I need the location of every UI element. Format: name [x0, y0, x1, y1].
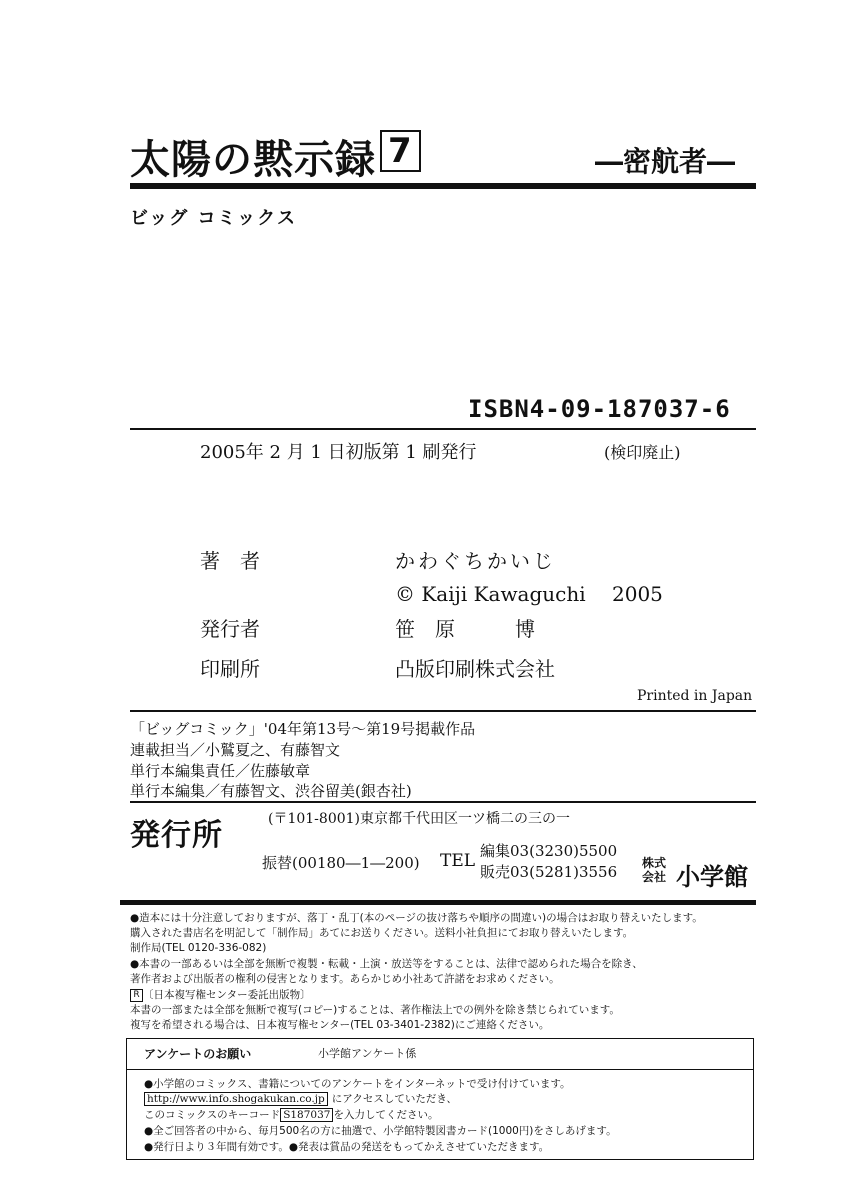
survey-line: [144, 1107, 438, 1122]
survey-title: アンケートのお願い: [144, 1047, 252, 1061]
furikae: 振替(00180―1―200): [262, 854, 420, 872]
staff-rule: [130, 801, 756, 803]
survey-key-pre: このコミックスのキーコード: [144, 1109, 281, 1121]
publisher-address: (〒101-8001)東京都千代田区一ツ橋二の三の一: [268, 811, 571, 827]
notice-line: ●本書の一部あるいは全部を無断で複製・転載・上演・放送等をすることは、法律で認められた場合を除き、: [130, 958, 643, 970]
volume-number: 7: [380, 130, 421, 172]
survey-line: ●小学館のコミックス、書籍についてのアンケートをインターネットで受け付けています。: [144, 1078, 571, 1090]
survey-key-post: を入力してください。: [333, 1109, 439, 1121]
survey-url[interactable]: http://www.info.shogakukan.co.jp: [144, 1092, 328, 1106]
staff-line: 単行本編集責任／佐藤敏章: [130, 762, 311, 780]
tel-sales: 販売03(5281)3556: [480, 863, 618, 881]
notice-line: [130, 987, 311, 1002]
tel-edit: 編集03(3230)5500: [480, 842, 618, 860]
notice-line: 本書の一部または全部を無断で複写(コピー)することは、著作権法上での例外を除き禁じられています。: [130, 1004, 620, 1016]
notice-line: ●造本には十分注意しておりますが、落丁・乱丁(本のページの抜け落ちや順序の間違い)の場合はお取り替えいたします。: [130, 912, 703, 924]
survey-dept: 小学館アンケート係: [318, 1047, 417, 1060]
isbn-rule: [130, 428, 756, 430]
title-rule: [130, 183, 756, 189]
title-main: 太陽の黙示録: [130, 137, 376, 183]
printer-name: 凸版印刷株式会社: [395, 657, 555, 681]
publisher-label: 発行者: [200, 617, 260, 641]
survey-line: [144, 1091, 457, 1106]
tel-label: TEL: [440, 851, 476, 871]
survey-line: ●発行日より３年間有効です。●発表は賞品の発送をもってかえさせていただきます。: [144, 1141, 550, 1153]
stamp-note: (検印廃止): [604, 443, 681, 462]
copyright-line: © Kaiji Kawaguchi 2005: [395, 582, 663, 606]
notice-line: 著作者および出版者の権利の侵害となります。あらかじめ小社あて許諾をお求めください。: [130, 973, 560, 985]
r-mark-icon: R: [130, 989, 143, 1002]
isbn: ISBN4-09-187037-6: [468, 395, 731, 423]
staff-line: 単行本編集／有藤智文、渋谷留美(銀杏社): [130, 782, 412, 800]
company-name: 小学館: [676, 863, 748, 891]
book-title: [130, 128, 421, 185]
author-name: かわぐちかいじ: [395, 549, 556, 573]
survey-url-post: にアクセスしていただき、: [331, 1093, 457, 1105]
staff-line: 連載担当／小鷲夏之、有藤智文: [130, 741, 341, 759]
notice-r-text: 〔日本複写権センター委託出版物〕: [143, 989, 311, 1001]
company-type: [642, 856, 666, 884]
survey-key-code: S187037: [280, 1108, 333, 1122]
author-label: 著 者: [200, 549, 260, 573]
company-type-line: 株式: [642, 856, 667, 870]
printer-label: 印刷所: [200, 657, 260, 681]
company-type-line: 会社: [642, 870, 667, 884]
credits-rule: [130, 710, 756, 712]
notice-line: 複写を希望される場合は、日本複写権センター(TEL 03-3401-2382)にご連絡ください。: [130, 1019, 550, 1031]
notice-line: 購入された書店名を明記して「制作局」あてにお送りください。送料小社負担にてお取り替えいたします。: [130, 927, 634, 939]
printed-in: Printed in Japan: [637, 688, 753, 704]
notice-line: 制作局(TEL 0120-336-082): [130, 942, 267, 954]
edition-date: 2005年 2 月 1 日初版第 1 刷発行: [200, 442, 477, 463]
publisher-rule: [120, 900, 756, 905]
survey-line: ●全ご回答者の中から、毎月500名の方に抽選で、小学館特製図書カード(1000円)をさしあげます。: [144, 1125, 617, 1137]
book-subtitle: ―密航者―: [595, 145, 736, 178]
series-name: ビッグ コミックス: [130, 208, 298, 229]
staff-line: 「ビッグコミック」'04年第13号～第19号掲載作品: [130, 720, 476, 738]
publisher-office-label: 発行所: [130, 818, 223, 853]
publisher-person: 笹 原 博: [395, 617, 535, 641]
survey-rule: [126, 1069, 754, 1070]
